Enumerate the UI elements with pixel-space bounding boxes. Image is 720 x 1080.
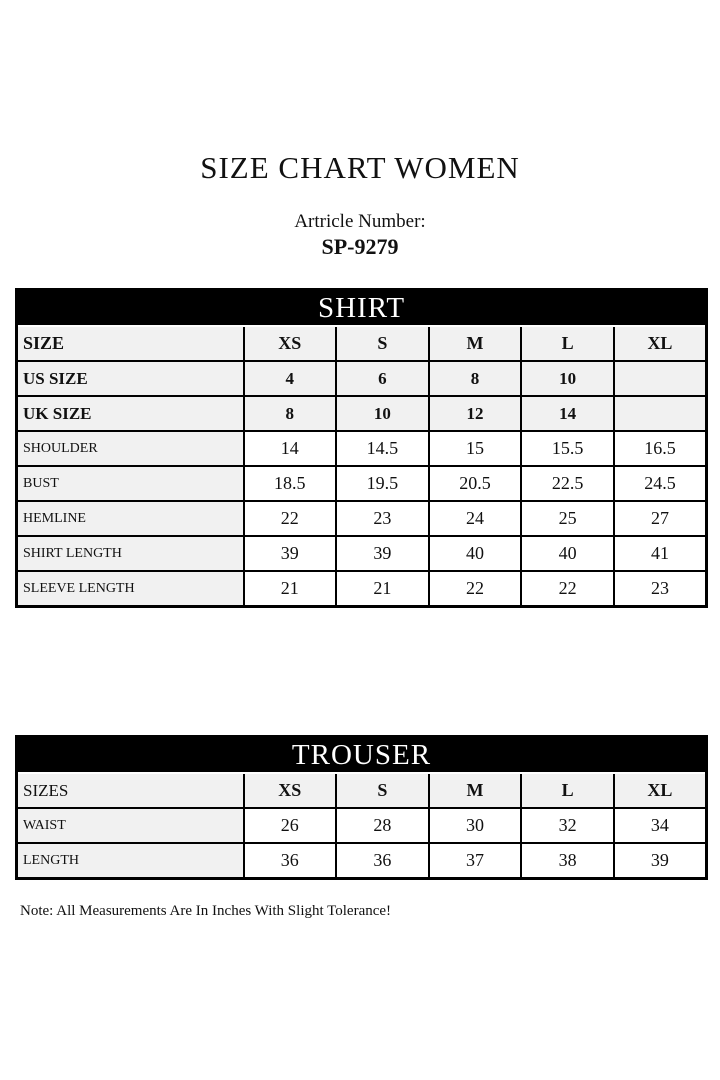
shirt-cell: 15.5 bbox=[521, 431, 614, 466]
shirt-cell-empty bbox=[614, 361, 707, 396]
shirt-cell: 8 bbox=[244, 396, 337, 431]
shirt-cell: 24.5 bbox=[614, 466, 707, 501]
shirt-cell: 12 bbox=[429, 396, 522, 431]
shirt-cell: 40 bbox=[429, 536, 522, 571]
shirt-cell: 8 bbox=[429, 361, 522, 396]
shirt-cell: 6 bbox=[336, 361, 429, 396]
shirt-shoulder-row bbox=[17, 431, 707, 466]
shirt-cell: 10 bbox=[336, 396, 429, 431]
shirt-cell: 27 bbox=[614, 501, 707, 536]
trouser-cell: 30 bbox=[429, 808, 522, 843]
shirt-uk-size-row bbox=[17, 396, 707, 431]
shirt-cell: 19.5 bbox=[336, 466, 429, 501]
shirt-hemline-row bbox=[17, 501, 707, 536]
shirt-cell: 4 bbox=[244, 361, 337, 396]
trouser-size-cell-m: M bbox=[429, 773, 522, 808]
trouser-cell: 38 bbox=[521, 843, 614, 879]
shirt-size-cell-m: M bbox=[429, 326, 522, 361]
shirt-size-cell-s: S bbox=[336, 326, 429, 361]
shirt-cell: 40 bbox=[521, 536, 614, 571]
trouser-cell: 36 bbox=[336, 843, 429, 879]
shirt-cell: 22 bbox=[429, 571, 522, 607]
shirt-size-cell-xl: XL bbox=[614, 326, 707, 361]
shirt-row-label: SHIRT LENGTH bbox=[17, 536, 244, 571]
trouser-size-header-row bbox=[17, 773, 707, 808]
shirt-cell: 23 bbox=[614, 571, 707, 607]
trouser-table-header-row bbox=[17, 737, 707, 774]
shirt-us-size-row bbox=[17, 361, 707, 396]
shirt-size-cell-l: L bbox=[521, 326, 614, 361]
shirt-cell: 25 bbox=[521, 501, 614, 536]
shirt-cell-empty bbox=[614, 396, 707, 431]
note-text: Note: All Measurements Are In Inches With Slight Tolerance! bbox=[20, 903, 392, 919]
trouser-row-label: WAIST bbox=[17, 808, 244, 843]
trouser-row-label: LENGTH bbox=[17, 843, 244, 879]
trouser-cell: 28 bbox=[336, 808, 429, 843]
trouser-size-cell-xl: XL bbox=[614, 773, 707, 808]
shirt-row-label: US SIZE bbox=[17, 361, 244, 396]
shirt-sleeve-length-row bbox=[17, 571, 707, 607]
trouser-cell: 37 bbox=[429, 843, 522, 879]
shirt-cell: 39 bbox=[244, 536, 337, 571]
page-title: SIZE CHART WOMEN bbox=[200, 150, 520, 185]
article-number-value: SP-9279 bbox=[321, 234, 399, 259]
trouser-size-cell-s: S bbox=[336, 773, 429, 808]
shirt-cell: 22.5 bbox=[521, 466, 614, 501]
shirt-table-header-row bbox=[17, 290, 707, 327]
shirt-cell: 39 bbox=[336, 536, 429, 571]
shirt-cell: 21 bbox=[244, 571, 337, 607]
trouser-size-cell-l: L bbox=[521, 773, 614, 808]
shirt-cell: 14 bbox=[521, 396, 614, 431]
shirt-cell: 14 bbox=[244, 431, 337, 466]
shirt-size-cell-xs: XS bbox=[244, 326, 337, 361]
shirt-row-label: UK SIZE bbox=[17, 396, 244, 431]
shirt-cell: 23 bbox=[336, 501, 429, 536]
shirt-cell: 22 bbox=[244, 501, 337, 536]
shirt-row-label: HEMLINE bbox=[17, 501, 244, 536]
trouser-cell: 26 bbox=[244, 808, 337, 843]
shirt-table-title: SHIRT bbox=[17, 290, 707, 327]
shirt-row-label: SLEEVE LENGTH bbox=[17, 571, 244, 607]
article-number-label: Artricle Number: bbox=[294, 211, 426, 232]
shirt-cell: 18.5 bbox=[244, 466, 337, 501]
shirt-length-row bbox=[17, 536, 707, 571]
trouser-cell: 36 bbox=[244, 843, 337, 879]
shirt-size-row-label: SIZE bbox=[17, 326, 244, 361]
shirt-bust-row bbox=[17, 466, 707, 501]
shirt-cell: 41 bbox=[614, 536, 707, 571]
trouser-waist-row bbox=[17, 808, 707, 843]
trouser-cell: 39 bbox=[614, 843, 707, 879]
shirt-cell: 21 bbox=[336, 571, 429, 607]
shirt-cell: 22 bbox=[521, 571, 614, 607]
trouser-table-title: TROUSER bbox=[17, 737, 707, 774]
trouser-length-row bbox=[17, 843, 707, 879]
shirt-cell: 20.5 bbox=[429, 466, 522, 501]
shirt-cell: 16.5 bbox=[614, 431, 707, 466]
shirt-size-header-row bbox=[17, 326, 707, 361]
trouser-size-row-label: SIZES bbox=[17, 773, 244, 808]
trouser-size-cell-xs: XS bbox=[244, 773, 337, 808]
shirt-cell: 14.5 bbox=[336, 431, 429, 466]
shirt-row-label: SHOULDER bbox=[17, 431, 244, 466]
shirt-cell: 24 bbox=[429, 501, 522, 536]
trouser-cell: 32 bbox=[521, 808, 614, 843]
shirt-cell: 15 bbox=[429, 431, 522, 466]
shirt-cell: 10 bbox=[521, 361, 614, 396]
shirt-row-label: BUST bbox=[17, 466, 244, 501]
trouser-cell: 34 bbox=[614, 808, 707, 843]
trouser-size-table bbox=[15, 735, 708, 880]
shirt-size-table bbox=[15, 288, 708, 608]
